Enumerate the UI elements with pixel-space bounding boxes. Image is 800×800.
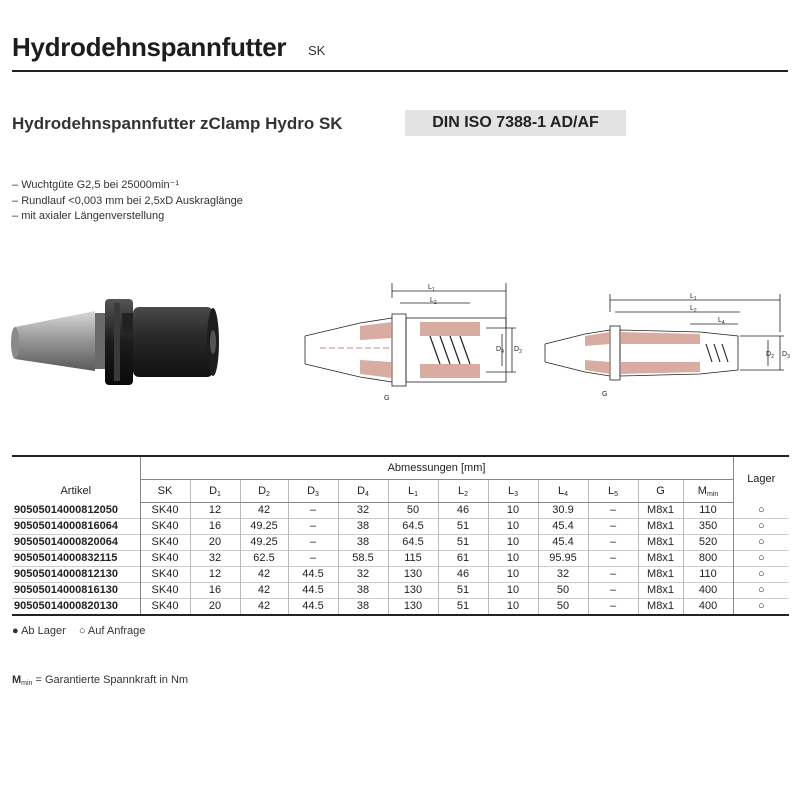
table-cell: 50 bbox=[538, 599, 588, 616]
feature-item: – Rundlauf <0,003 mm bei 2,5xD Auskraglänge bbox=[12, 194, 243, 210]
artikel-cell: 90505014000832115 bbox=[14, 552, 118, 564]
column-header: $D_1$ bbox=[190, 480, 240, 503]
technical-drawing-long bbox=[540, 292, 790, 402]
lager-cell: ○ bbox=[733, 535, 789, 551]
table-cell: 38 bbox=[338, 519, 388, 535]
table-cell: 44.5 bbox=[288, 583, 338, 599]
table-row bbox=[12, 551, 789, 567]
table-cell: 44.5 bbox=[288, 567, 338, 583]
lager-cell: ○ bbox=[733, 583, 789, 599]
table-cell: M8x1 bbox=[638, 599, 683, 616]
table-cell: 50 bbox=[388, 503, 438, 519]
table-cell: 45.4 bbox=[538, 519, 588, 535]
table-cell: SK40 bbox=[140, 519, 190, 535]
table-cell: 10 bbox=[488, 519, 538, 535]
dim-label-l1: $L_1$ bbox=[428, 284, 435, 293]
column-header: $L_4$ bbox=[538, 480, 588, 503]
column-header: $D_3$ bbox=[288, 480, 338, 503]
table-cell: 61 bbox=[438, 551, 488, 567]
dim-label-d3: $D_3$ bbox=[782, 351, 790, 360]
lager-cell: ○ bbox=[733, 567, 789, 583]
dim-label-l4: $L_4$ bbox=[718, 317, 725, 326]
table-cell: 800 bbox=[683, 551, 733, 567]
dim-label-l2: $L_2$ bbox=[690, 305, 697, 314]
table-cell: 10 bbox=[488, 535, 538, 551]
table-cell: 38 bbox=[338, 535, 388, 551]
table-cell: 32 bbox=[190, 551, 240, 567]
table-cell: 12 bbox=[190, 567, 240, 583]
table-cell: 51 bbox=[438, 583, 488, 599]
table-cell: 38 bbox=[338, 599, 388, 616]
artikel-cell: 90505014000812050 bbox=[14, 503, 119, 516]
table-cell: SK40 bbox=[140, 599, 190, 616]
table-cell: 32 bbox=[338, 503, 388, 519]
artikel-cell: 90505014000812130 bbox=[14, 568, 119, 580]
table-cell: 49.25 bbox=[240, 535, 288, 551]
table-cell: SK40 bbox=[140, 535, 190, 551]
table-cell: 10 bbox=[488, 583, 538, 599]
lager-cell: ○ bbox=[733, 551, 789, 567]
column-header: SK bbox=[140, 480, 190, 503]
dim-label-d2: $D_2$ bbox=[766, 351, 774, 360]
table-cell: 350 bbox=[683, 519, 733, 535]
column-header: $L_3$ bbox=[488, 480, 538, 503]
table-cell: 50 bbox=[538, 583, 588, 599]
table-row bbox=[12, 583, 789, 599]
table-cell: 51 bbox=[438, 519, 488, 535]
standard-badge: DIN ISO 7388-1 AD/AF bbox=[405, 110, 626, 136]
table-cell: 46 bbox=[438, 567, 488, 583]
table-cell: M8x1 bbox=[638, 551, 683, 567]
product-title: Hydrodehnspannfutter zClamp Hydro SK bbox=[12, 114, 343, 133]
table-cell: – bbox=[588, 567, 638, 583]
table-cell: – bbox=[588, 551, 638, 567]
table-cell: 10 bbox=[488, 599, 538, 616]
artikel-cell: 90505014000820130 bbox=[14, 600, 119, 612]
product-photo bbox=[10, 285, 220, 395]
table-cell: M8x1 bbox=[638, 567, 683, 583]
table-cell: 42 bbox=[240, 567, 288, 583]
page-title: Hydrodehnspannfutter bbox=[12, 32, 287, 62]
table-cell: 110 bbox=[683, 567, 733, 583]
table-cell: 20 bbox=[190, 535, 240, 551]
table-cell: 20 bbox=[190, 599, 240, 616]
table-row bbox=[12, 599, 789, 616]
table-cell: M8x1 bbox=[638, 503, 683, 519]
table-cell: 10 bbox=[488, 503, 538, 519]
spec-table bbox=[12, 455, 789, 616]
table-cell: SK40 bbox=[140, 551, 190, 567]
table-cell: 44.5 bbox=[288, 599, 338, 616]
artikel-cell: 90505014000820064 bbox=[14, 536, 119, 548]
lager-cell: ○ bbox=[733, 599, 789, 616]
mmin-symbol-sub: min bbox=[21, 680, 33, 687]
table-cell: 520 bbox=[683, 535, 733, 551]
table-cell: 42 bbox=[240, 583, 288, 599]
legend-auf-anfrage: ○ Auf Anfrage bbox=[78, 625, 146, 637]
artikel-header: Artikel bbox=[12, 456, 140, 503]
table-cell: 110 bbox=[683, 503, 733, 519]
technical-drawing-short bbox=[300, 278, 525, 408]
column-header: $M_{min}$ bbox=[683, 480, 733, 503]
artikel-cell: 90505014000816130 bbox=[14, 584, 119, 596]
table-cell: 16 bbox=[190, 519, 240, 535]
table-cell: M8x1 bbox=[638, 535, 683, 551]
column-header: $L_1$ bbox=[388, 480, 438, 503]
table-cell: 12 bbox=[190, 503, 240, 519]
table-cell: – bbox=[588, 583, 638, 599]
table-cell: 130 bbox=[388, 583, 438, 599]
table-cell: 32 bbox=[538, 567, 588, 583]
table-row bbox=[12, 519, 789, 535]
lager-header: Lager bbox=[733, 456, 789, 503]
column-header: G bbox=[638, 480, 683, 503]
column-header: $D_4$ bbox=[338, 480, 388, 503]
table-cell: 38 bbox=[338, 583, 388, 599]
table-cell: 42 bbox=[240, 599, 288, 616]
table-cell: – bbox=[588, 519, 638, 535]
table-cell: 58.5 bbox=[338, 551, 388, 567]
table-cell: 10 bbox=[488, 567, 538, 583]
table-row bbox=[12, 535, 789, 551]
legend-ab-lager: ● Ab Lager bbox=[12, 625, 66, 637]
table-cell: 95.95 bbox=[538, 551, 588, 567]
dim-label-g: G bbox=[384, 395, 390, 402]
table-row bbox=[12, 567, 789, 583]
column-header: $L_2$ bbox=[438, 480, 488, 503]
table-cell: – bbox=[588, 503, 638, 519]
dim-label-l2: $L_2$ bbox=[430, 297, 437, 306]
lager-cell: ○ bbox=[733, 503, 789, 519]
table-cell: – bbox=[588, 599, 638, 616]
mmin-symbol: M bbox=[12, 674, 22, 686]
feature-item: – mit axialer Längenverstellung bbox=[12, 209, 243, 225]
table-cell: 42 bbox=[240, 503, 288, 519]
table-cell: 130 bbox=[388, 599, 438, 616]
table-cell: 400 bbox=[683, 583, 733, 599]
table-cell: – bbox=[288, 535, 338, 551]
feature-list bbox=[12, 178, 243, 225]
table-cell: – bbox=[288, 503, 338, 519]
table-cell: 400 bbox=[683, 599, 733, 616]
table-cell: SK40 bbox=[140, 503, 190, 519]
artikel-cell: 90505014000816064 bbox=[14, 520, 119, 532]
dim-label-d2: $D_2$ bbox=[514, 346, 522, 355]
dim-label-l1: $L_1$ bbox=[690, 293, 697, 302]
table-cell: 51 bbox=[438, 535, 488, 551]
table-cell: 46 bbox=[438, 503, 488, 519]
dim-label-g: G bbox=[602, 391, 608, 398]
table-cell: SK40 bbox=[140, 567, 190, 583]
table-cell: SK40 bbox=[140, 583, 190, 599]
table-cell: 51 bbox=[438, 599, 488, 616]
page-header bbox=[12, 32, 788, 72]
table-cell: 49.25 bbox=[240, 519, 288, 535]
table-cell: 64.5 bbox=[388, 535, 438, 551]
table-cell: 115 bbox=[388, 551, 438, 567]
mmin-footnote bbox=[12, 674, 188, 686]
table-cell: – bbox=[288, 519, 338, 535]
column-header: $L_5$ bbox=[588, 480, 638, 503]
lager-cell: ○ bbox=[733, 519, 789, 535]
table-cell: – bbox=[288, 551, 338, 567]
table-cell: 30.9 bbox=[538, 503, 588, 519]
table-cell: M8x1 bbox=[638, 519, 683, 535]
column-header: $D_2$ bbox=[240, 480, 288, 503]
mmin-text: = Garantierte Spannkraft in Nm bbox=[32, 674, 189, 686]
table-cell: – bbox=[588, 535, 638, 551]
table-cell: 45.4 bbox=[538, 535, 588, 551]
table-cell: 10 bbox=[488, 551, 538, 567]
table-cell: 64.5 bbox=[388, 519, 438, 535]
feature-item: – Wuchtgüte G2,5 bei 25000min⁻¹ bbox=[12, 178, 243, 194]
stock-legend bbox=[12, 625, 155, 637]
table-row bbox=[12, 503, 789, 519]
table-cell: 16 bbox=[190, 583, 240, 599]
table-cell: M8x1 bbox=[638, 583, 683, 599]
dim-label-d4: $D_4$ bbox=[496, 346, 504, 355]
dimensions-group-header: Abmessungen [mm] bbox=[140, 456, 733, 480]
table-cell: 32 bbox=[338, 567, 388, 583]
table-cell: 130 bbox=[388, 567, 438, 583]
table-cell: 62.5 bbox=[240, 551, 288, 567]
page-subtitle: SK bbox=[308, 43, 326, 58]
